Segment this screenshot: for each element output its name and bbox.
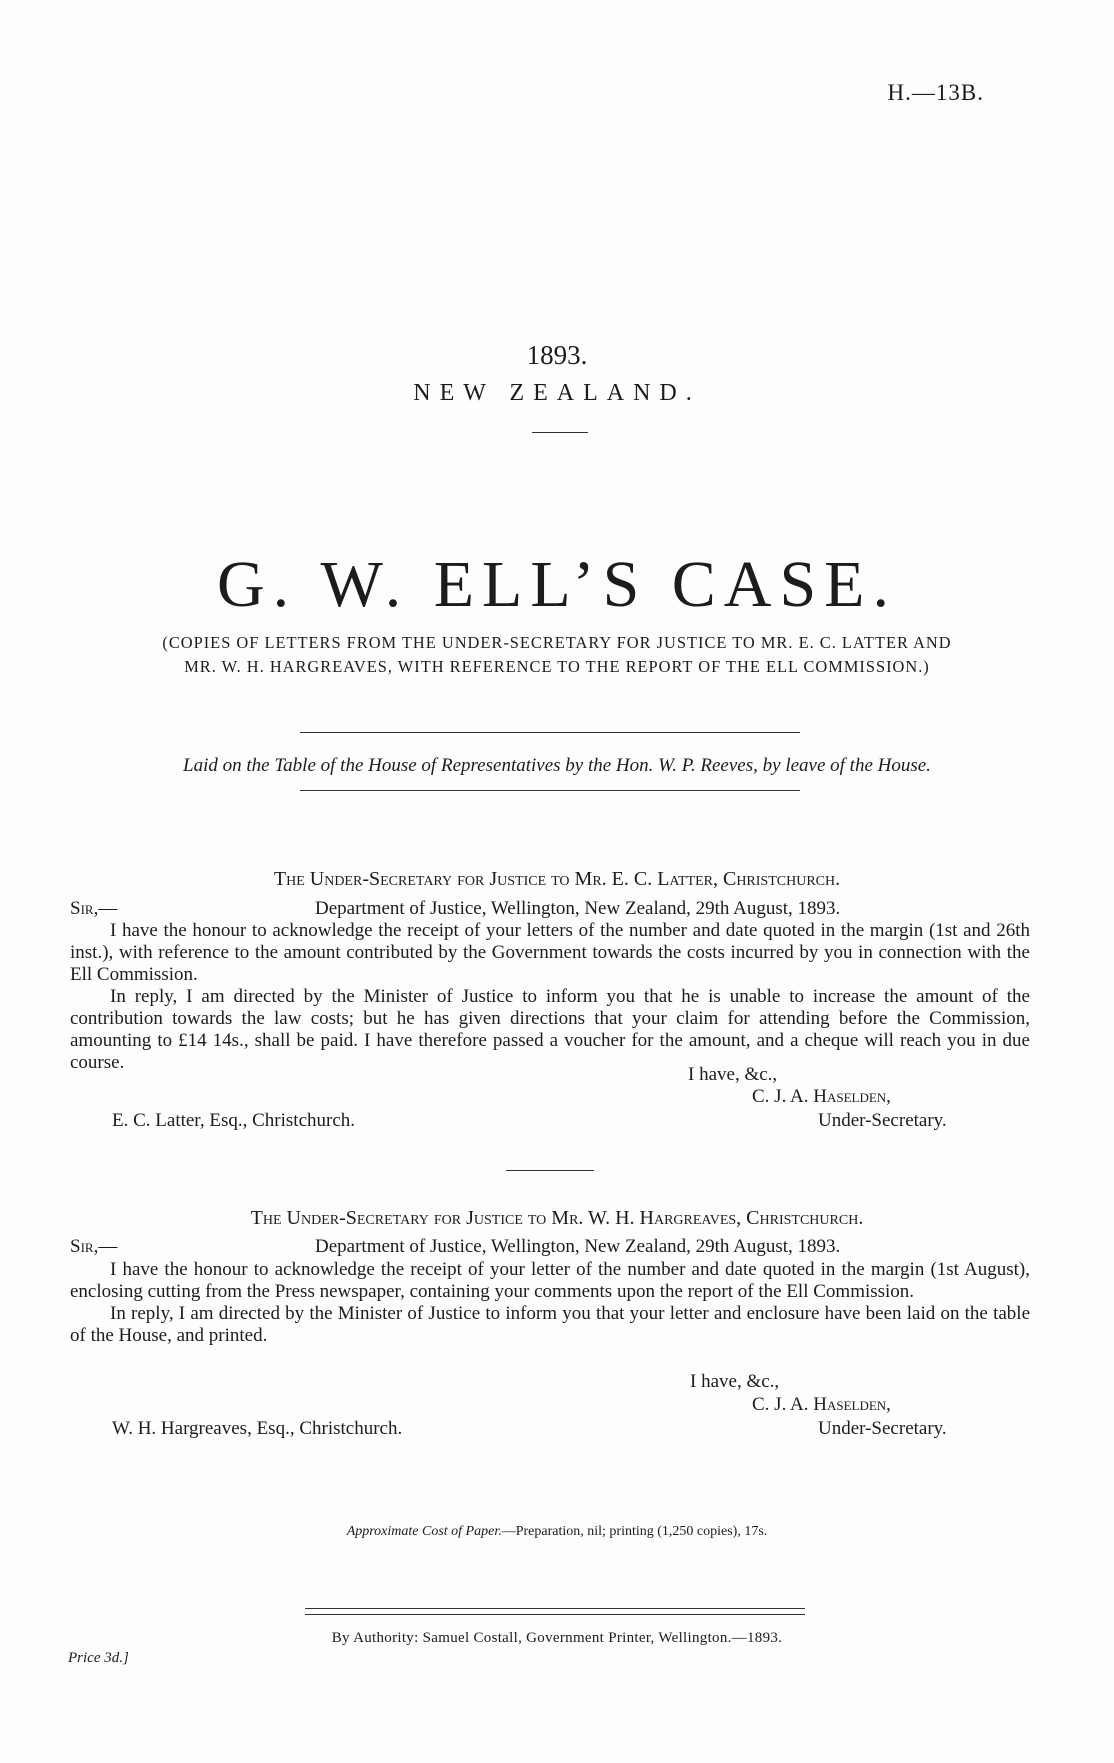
document-reference: H.—13B. bbox=[887, 80, 984, 105]
page-title: G. W. ELL’S CASE. bbox=[217, 548, 897, 621]
laid-on-table-note: Laid on the Table of the House of Representatives by the Hon. W. P. Reeves, by leave of the House. bbox=[183, 755, 931, 776]
price: Price 3d.] bbox=[68, 1650, 129, 1666]
letter-1-salutation: Sir,— bbox=[70, 898, 118, 919]
letter-2-paragraph-1: I have the honour to acknowledge the receipt of your letter of the number and date quoted in the margin (1st August), enclosing cutting from the Press newspaper, containing your comments upon the report of the Ell Commission. bbox=[70, 1259, 1030, 1302]
letter-2-position: Under-Secretary. bbox=[818, 1418, 947, 1439]
subtitle-line-1: (COPIES OF LETTERS FROM THE UNDER-SECRETARY FOR JUSTICE TO MR. E. C. LATTER AND bbox=[162, 633, 952, 652]
letter-2-body bbox=[70, 1259, 1030, 1347]
letter-1-dateline: Department of Justice, Wellington, New Zealand, 29th August, 1893. bbox=[315, 898, 841, 919]
cost-of-paper-text: —Preparation, nil; printing (1,250 copies), 17s. bbox=[501, 1524, 768, 1539]
letter-2-closing: I have, &c., bbox=[690, 1371, 780, 1392]
year: 1893. bbox=[526, 340, 588, 370]
letter-1-addressee: E. C. Latter, Esq., Christchurch. bbox=[112, 1110, 356, 1131]
letter-1-body bbox=[70, 920, 1030, 1074]
letter-2-addressee: W. H. Hargreaves, Esq., Christchurch. bbox=[112, 1418, 403, 1439]
letter-1-signatory: C. J. A. Haselden, bbox=[752, 1086, 891, 1107]
cost-of-paper-label: Approximate Cost of Paper. bbox=[346, 1524, 502, 1539]
laid-rule-top bbox=[300, 732, 800, 733]
letter-1-paragraph-2: In reply, I am directed by the Minister of Justice to inform you that he is unable to increase the amount of the contribution towards the law costs; but he has given directions that your claim for attending before the Commission, amounting to £14 14s., shall be paid. I have therefore passed a voucher for the amount, and a cheque will reach you in due course. bbox=[70, 986, 1030, 1073]
letter-divider bbox=[506, 1170, 594, 1171]
subtitle-line-2: MR. W. H. HARGREAVES, WITH REFERENCE TO THE REPORT OF THE ELL COMMISSION.) bbox=[184, 657, 930, 676]
letter-2-signatory: C. J. A. Haselden, bbox=[752, 1394, 891, 1415]
letter-1-paragraph-1: I have the honour to acknowledge the receipt of your letters of the number and date quoted in the margin (1st and 26th inst.), with reference to the amount contributed by the Government towards the costs incurred by you in connection with the Ell Commission. bbox=[70, 920, 1030, 985]
title-divider-short bbox=[532, 432, 588, 433]
letter-1-position: Under-Secretary. bbox=[818, 1110, 947, 1131]
footer-rule-top bbox=[305, 1608, 805, 1609]
letter-2-dateline: Department of Justice, Wellington, New Zealand, 29th August, 1893. bbox=[315, 1236, 841, 1257]
letter-2-paragraph-2: In reply, I am directed by the Minister of Justice to inform you that your letter and enclosure have been laid on the table of the House, and printed. bbox=[70, 1303, 1030, 1346]
laid-rule-bottom bbox=[300, 790, 800, 791]
footer-rule-bottom bbox=[305, 1614, 805, 1615]
letter-1-closing: I have, &c., bbox=[688, 1064, 778, 1085]
printer-authority: By Authority: Samuel Costall, Government Printer, Wellington.—1893. bbox=[331, 1630, 783, 1646]
letter-2-salutation: Sir,— bbox=[70, 1236, 118, 1257]
letter-2-heading: The Under-Secretary for Justice to Mr. W. H. Hargreaves, Christchurch. bbox=[250, 1207, 864, 1229]
letter-1-heading: The Under-Secretary for Justice to Mr. E. C. Latter, Christchurch. bbox=[273, 868, 841, 890]
country: NEW ZEALAND. bbox=[413, 380, 701, 406]
cost-of-paper bbox=[0, 1524, 1114, 1540]
